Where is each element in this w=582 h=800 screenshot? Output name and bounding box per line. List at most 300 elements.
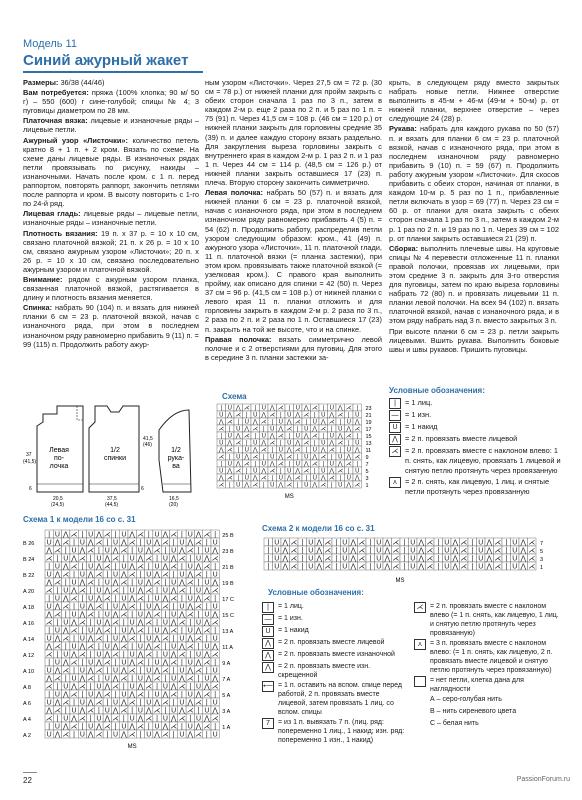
stitch-symbol: ⋌ xyxy=(358,563,366,571)
stitch-symbol: U xyxy=(355,440,360,447)
stitch-symbol: U xyxy=(146,667,152,675)
stitch-symbol: ⋀ xyxy=(46,643,53,651)
stitch-symbol: ⋀ xyxy=(62,627,69,635)
stitch-symbol: ⋌ xyxy=(145,683,153,691)
stitch-symbol: | xyxy=(254,433,257,440)
stitch-symbol: ⋀ xyxy=(227,412,233,419)
stitch-symbol: | xyxy=(114,531,117,539)
paragraph-text: набрать для каждого рукава по 50 (57) п. и вязать для планки 6 см = 23 р. платочной вязкой, начав с изнаночного ряда, при этом в последнем изнаночном ряду равномерно прибавить 9 (10) п. = 59 (67) п. Продолжить работу ажурным узором «Листочки». Для скосов прибавить с обеих сторон, начиная от планки, в каждом 10-м р. 5 раз по 1 п., прибавленные петли включать в узор = 69 (77) п. Через 23 см = 60 р. от планки для оката закрыть с обеих сторон сначала 1 раз по 3 п., затем в каждом 2-м р. 1 раз по 2 п. и 19 раз по 1 п. Через 39 см = 102 р. от планки закрыть оставшиеся 21 (29) п. xyxy=(389,124,559,243)
stitch-symbol: ⋀ xyxy=(145,611,152,619)
stitch-symbol: | xyxy=(181,531,183,539)
stitch-symbol: ⋌ xyxy=(320,454,327,461)
stitch-symbol: ⋀ xyxy=(129,531,136,539)
paragraph-heading: Ажурный узор «Листочки»: xyxy=(23,135,128,145)
stitch-symbol: U xyxy=(187,595,193,603)
stitch-symbol: ⋌ xyxy=(178,587,186,595)
stitch-symbol: ⋀ xyxy=(244,482,250,489)
stitch-symbol: U xyxy=(154,723,160,731)
stitch-symbol: U xyxy=(63,587,69,595)
stitch-symbol: ⋌ xyxy=(161,603,169,611)
stitch-symbol: ⋌ xyxy=(320,426,327,433)
stitch-symbol: ⋀ xyxy=(71,555,77,563)
legend-text: = 1 накид xyxy=(278,627,309,634)
row-label-right: 9 A xyxy=(222,661,231,667)
stitch-symbol: ⋌ xyxy=(277,461,284,468)
legend-item xyxy=(262,614,410,625)
legend-item xyxy=(389,477,564,497)
col3-paragraph xyxy=(389,124,559,242)
stitch-symbol: ⋌ xyxy=(324,555,332,563)
stitch-symbol: ⋌ xyxy=(460,563,468,571)
stitch-symbol: U xyxy=(244,419,249,426)
stitch-symbol: U xyxy=(54,563,60,571)
stitch-symbol: U xyxy=(129,587,135,595)
stitch-symbol: ⋌ xyxy=(136,691,144,699)
col3-paragraph xyxy=(389,244,559,326)
stitch-symbol: ⋀ xyxy=(195,627,202,635)
stitch-symbol: ⋀ xyxy=(46,611,53,619)
stitch-symbol: ⋌ xyxy=(211,555,219,563)
stitch-symbol: | xyxy=(164,643,167,651)
stitch-symbol: | xyxy=(81,627,84,635)
stitch-symbol: U xyxy=(278,419,283,426)
stitch-symbol: ⋀ xyxy=(129,563,136,571)
stitch-symbol: U xyxy=(376,539,382,547)
stitch-symbol: ⋀ xyxy=(87,603,94,611)
stitch-symbol: ⋌ xyxy=(95,603,103,611)
stitch-symbol: | xyxy=(237,447,240,454)
stitch-symbol: | xyxy=(172,731,175,739)
stitch-symbol: ⋀ xyxy=(195,595,202,603)
stitch-symbol: U xyxy=(96,683,102,691)
stitch-symbol: ⋌ xyxy=(103,531,111,539)
stitch-symbol: | xyxy=(214,691,217,699)
stitch-symbol: ⋀ xyxy=(145,675,152,683)
legend-item xyxy=(414,676,564,694)
stitch-symbol: | xyxy=(172,667,175,675)
stitch-symbol: | xyxy=(172,635,175,643)
stitch-symbol: | xyxy=(81,691,84,699)
legend-title: Условные обозначения: xyxy=(389,386,485,395)
stitch-symbol: U xyxy=(219,440,224,447)
paragraph-heading: Лицевая гладь: xyxy=(23,209,81,219)
stitch-symbol: ⋌ xyxy=(120,611,128,619)
stitch-symbol: U xyxy=(146,699,152,707)
svg-text:по-: по- xyxy=(53,455,65,462)
stitch-symbol: ⋀ xyxy=(145,643,152,651)
legend-symbol-icon: ⋀ xyxy=(262,650,274,661)
stitch-symbol: U xyxy=(204,707,210,715)
stitch-symbol: ⋀ xyxy=(187,635,194,643)
stitch-symbol: | xyxy=(64,611,67,619)
stitch-symbol: ⋀ xyxy=(179,547,185,555)
row-label-right: 13 A xyxy=(222,629,234,635)
stitch-symbol: | xyxy=(301,547,304,555)
legend-item xyxy=(414,695,564,706)
stitch-symbol: U xyxy=(212,571,218,579)
row-label-left: A 2 xyxy=(23,733,31,739)
row-label-left: B 26 xyxy=(23,541,35,547)
stitch-symbol: U xyxy=(146,603,152,611)
stitch-symbol: ⋀ xyxy=(212,675,219,683)
stitch-symbol: ⋀ xyxy=(203,715,210,723)
stitch-symbol: ⋀ xyxy=(303,405,309,412)
legend-text: = из 1 п. вывязать 7 п. (лиц. ряд: попеременно 1 лиц., 1 накид; изн. ряд: попеременно 1 изн., 1 накид) xyxy=(278,719,405,744)
stitch-symbol: ⋌ xyxy=(87,547,95,555)
stitch-symbol: ⋌ xyxy=(528,539,536,547)
stitch-symbol: | xyxy=(403,555,406,563)
stitch-symbol: ⋀ xyxy=(203,555,210,563)
stitch-symbol: | xyxy=(271,447,274,454)
stitch-symbol: ⋀ xyxy=(278,482,284,489)
stitch-symbol: ⋌ xyxy=(260,475,267,482)
stitch-symbol: ⋌ xyxy=(95,571,103,579)
stitch-symbol: ⋌ xyxy=(53,579,61,587)
stitch-symbol: | xyxy=(205,635,208,643)
stitch-symbol: ⋌ xyxy=(170,531,178,539)
stitch-symbol: U xyxy=(338,426,343,433)
stitch-symbol: U xyxy=(196,715,202,723)
stitch-symbol: ⋌ xyxy=(303,412,310,419)
stitch-symbol: ⋀ xyxy=(120,603,127,611)
schema-k2-title: Схема 2 к модели 16 со с. 31 xyxy=(262,524,375,533)
stitch-symbol: ⋌ xyxy=(70,723,78,731)
stitch-symbol: | xyxy=(56,715,59,723)
col1-paragraph xyxy=(23,303,199,348)
stitch-symbol: ⋌ xyxy=(252,454,259,461)
stitch-symbol: | xyxy=(114,627,117,635)
stitch-symbol: ⋌ xyxy=(203,691,211,699)
stitch-symbol: ⋀ xyxy=(329,412,335,419)
stitch-symbol: U xyxy=(129,555,135,563)
row-number: 3 xyxy=(365,476,369,482)
stitch-symbol: | xyxy=(181,691,183,699)
stitch-symbol: | xyxy=(73,571,75,579)
stitch-symbol: | xyxy=(356,433,359,440)
legend-symbol-icon: | xyxy=(262,602,274,613)
stitch-symbol: ⋌ xyxy=(62,539,70,547)
stitch-symbol: U xyxy=(179,731,185,739)
stitch-symbol: ⋀ xyxy=(62,595,69,603)
stitch-symbol: ⋀ xyxy=(486,539,493,547)
stitch-symbol: U xyxy=(410,539,416,547)
paragraph-heading: Платочная вязка: xyxy=(23,116,88,126)
stitch-symbol: ⋀ xyxy=(187,571,194,579)
stitch-symbol: U xyxy=(162,683,168,691)
stitch-symbol: | xyxy=(181,595,183,603)
stitch-symbol: | xyxy=(214,659,217,667)
stitch-symbol: ⋀ xyxy=(384,555,391,563)
legend-item xyxy=(262,638,410,649)
stitch-symbol: ⋀ xyxy=(316,555,323,563)
stitch-symbol: U xyxy=(219,468,224,475)
stitch-symbol: | xyxy=(131,643,134,651)
stitch-symbol: | xyxy=(369,547,372,555)
stitch-symbol: U xyxy=(212,731,218,739)
legend-text: = нет петли, клетка дана для наглядности xyxy=(430,677,524,693)
stitch-symbol: ⋌ xyxy=(120,707,128,715)
stitch-symbol: ⋀ xyxy=(46,547,53,555)
row-label-left: A 14 xyxy=(23,637,35,643)
stitch-symbol: | xyxy=(288,461,291,468)
stitch-symbol: ⋀ xyxy=(337,405,343,412)
legend-symbol-icon: ⋏ xyxy=(389,477,401,488)
stitch-symbol: ⋀ xyxy=(203,651,210,659)
stitch-symbol: | xyxy=(339,447,342,454)
stitch-symbol: U xyxy=(63,619,69,627)
stitch-symbol: ⋀ xyxy=(96,723,102,731)
stitch-symbol: | xyxy=(471,539,474,547)
article-title: Синий ажурный жакет xyxy=(23,52,189,69)
row-number: 1 xyxy=(540,565,544,571)
legend-symbol-icon: ⟵ xyxy=(263,683,274,690)
stitch-symbol: U xyxy=(478,563,484,571)
stitch-symbol: | xyxy=(267,547,270,555)
stitch-symbol: U xyxy=(79,731,85,739)
paragraph-text: 36/38 (44/46) xyxy=(58,78,105,87)
paragraph-heading: Спинка: xyxy=(23,303,53,313)
stitch-symbol: U xyxy=(212,667,218,675)
stitch-symbol: | xyxy=(335,563,338,571)
stitch-symbol: | xyxy=(301,555,304,563)
stitch-symbol: U xyxy=(71,675,77,683)
stitch-symbol: U xyxy=(274,547,280,555)
stitch-symbol: | xyxy=(214,595,217,603)
stitch-symbol: U xyxy=(444,555,450,563)
stitch-symbol: ⋀ xyxy=(112,707,119,715)
stitch-symbol: ⋀ xyxy=(87,635,94,643)
stitch-symbol: U xyxy=(204,675,210,683)
stitch-symbol: U xyxy=(410,555,416,563)
row-label-left: A 18 xyxy=(23,605,35,611)
stitch-symbol: | xyxy=(288,433,291,440)
stitch-symbol: ⋌ xyxy=(195,571,203,579)
stitch-symbol: U xyxy=(46,603,52,611)
stitch-symbol: | xyxy=(56,683,59,691)
row-number: 21 xyxy=(365,413,372,419)
stitch-symbol: ⋀ xyxy=(418,539,425,547)
row-label-right: 7 A xyxy=(222,677,231,683)
stitch-symbol: ⋌ xyxy=(460,539,468,547)
stitch-symbol: ⋀ xyxy=(316,547,323,555)
row-number: 7 xyxy=(365,462,369,468)
stitch-symbol: U xyxy=(121,595,127,603)
paragraph-heading: Внимание: xyxy=(23,274,63,284)
stitch-symbol: | xyxy=(471,555,474,563)
stitch-symbol: ⋌ xyxy=(178,555,186,563)
stitch-symbol: | xyxy=(64,547,67,555)
legend-item xyxy=(389,422,564,433)
stitch-symbol: U xyxy=(278,475,283,482)
legend-text: = 1 изн. xyxy=(405,410,432,419)
stitch-symbol: U xyxy=(308,555,314,563)
pattern-pieces-diagram xyxy=(23,400,213,510)
row-label-right: 25 B xyxy=(222,533,234,539)
stitch-symbol: ⋀ xyxy=(145,579,152,587)
stitch-symbol: U xyxy=(244,447,249,454)
stitch-symbol: ⋀ xyxy=(154,667,160,675)
schema-k1-title: Схема 1 к модели 16 со с. 31 xyxy=(23,515,136,524)
legend-symbol-icon: U xyxy=(389,422,401,433)
stitch-symbol: U xyxy=(46,731,52,739)
stitch-symbol: ⋌ xyxy=(218,454,225,461)
stitch-symbol: | xyxy=(64,707,67,715)
stitch-symbol: | xyxy=(81,595,84,603)
stitch-symbol: ⋀ xyxy=(295,412,301,419)
stitch-symbol: U xyxy=(253,440,258,447)
stitch-symbol: ⋀ xyxy=(54,571,61,579)
col1-paragraph xyxy=(23,275,199,302)
stitch-symbol: U xyxy=(113,539,119,547)
legend-text: = 1 п. оставить на вспом. спице перед работой, 2 п. провязать вместе лицевой, затем провязать 1 лиц. со вспом. спицы xyxy=(278,682,402,716)
stitch-symbol: ⋀ xyxy=(87,699,94,707)
legend-2-left xyxy=(262,602,410,746)
stitch-symbol: ⋌ xyxy=(53,643,61,651)
stitch-symbol: ⋀ xyxy=(145,707,152,715)
stitch-symbol: ⋀ xyxy=(244,454,250,461)
stitch-symbol: U xyxy=(312,447,317,454)
stitch-symbol: ⋌ xyxy=(178,651,186,659)
stitch-symbol: U xyxy=(312,419,317,426)
paragraph-heading: Вам потребуется: xyxy=(23,88,89,98)
stitch-symbol: ⋌ xyxy=(95,667,103,675)
stitch-symbol: ⋀ xyxy=(212,579,219,587)
stitch-symbol: ⋀ xyxy=(286,475,292,482)
row-label-left: A 6 xyxy=(23,701,31,707)
stitch-symbol: ⋌ xyxy=(494,539,502,547)
stitch-symbol: | xyxy=(339,419,342,426)
stitch-symbol: | xyxy=(205,603,208,611)
stitch-symbol: | xyxy=(48,723,51,731)
row-number: 5 xyxy=(540,549,544,555)
stitch-symbol: | xyxy=(296,426,299,433)
stitch-symbol: U xyxy=(154,531,160,539)
legend-item xyxy=(262,662,410,680)
svg-text:37: 37 xyxy=(26,452,32,458)
stitch-symbol: ⋀ xyxy=(282,547,289,555)
stitch-symbol: U xyxy=(274,555,280,563)
stitch-symbol: | xyxy=(301,539,304,547)
stitch-symbol: | xyxy=(122,619,125,627)
stitch-symbol: | xyxy=(189,587,192,595)
legend-text: = 2 п. провязать вместе лицевой xyxy=(405,434,518,443)
label-sleeve: 1/2 xyxy=(171,447,181,454)
stitch-symbol: | xyxy=(147,627,150,635)
stitch-symbol: ⋀ xyxy=(137,555,144,563)
stitch-symbol: U xyxy=(171,611,177,619)
stitch-symbol: U xyxy=(154,691,160,699)
stitch-symbol: U xyxy=(295,405,300,412)
stitch-symbol: | xyxy=(114,659,117,667)
stitch-symbol: U xyxy=(478,539,484,547)
stitch-symbol: ⋀ xyxy=(227,468,233,475)
stitch-symbol: | xyxy=(147,531,150,539)
stitch-symbol: | xyxy=(437,563,440,571)
stitch-symbol: ⋀ xyxy=(346,482,352,489)
stitch-symbol: ⋀ xyxy=(54,699,61,707)
paragraph-text: рядом с ажурным узором планка, связанная платочной вязкой, растягивается в длину и плотность вязания меняется. xyxy=(23,274,199,303)
stitch-symbol: ⋌ xyxy=(128,731,136,739)
row-number: 17 xyxy=(365,427,372,433)
stitch-symbol: | xyxy=(81,723,84,731)
paragraph-heading: Правая полочка: xyxy=(205,334,272,344)
stitch-symbol: U xyxy=(154,627,160,635)
stitch-symbol: | xyxy=(114,563,117,571)
stitch-symbol: | xyxy=(356,461,359,468)
col2-paragraph xyxy=(205,78,382,187)
stitch-symbol: ⋌ xyxy=(286,482,293,489)
stitch-symbol: | xyxy=(437,555,440,563)
svg-text:(44,5): (44,5) xyxy=(105,502,119,508)
paragraph-text: ным узором «Листочки». Через 27,5 см = 72 р. (30 см = 78 р.) от нижней планки для пройм закрыть с обеих сторон сначала 1 раз по 3 п., затем в каждом 2-м р. еще 2 раза по 2 п. и 5 раз по 1 п. = 75 (91) п. Через 41,5 см = 108 р. (46 см = 120 р.) от нижней планки закрыть для горловины средние 35 (39) п. и далее каждую сторону вязать раздельно. Для закругления выреза горловины закрыть с внутреннего края в каждом 2-м р. 1 раз 2 п. и 1 раз 1 п. Через 44 см = 114 р. (48,5 см = 126 р.) от нижней планки закрыть оставшиеся 17 (23) п. плеча. Вторую сторону закончить симметрично. xyxy=(205,78,382,188)
stitch-symbol: | xyxy=(131,611,134,619)
stitch-symbol: ⋌ xyxy=(311,461,318,468)
stitch-symbol: | xyxy=(205,539,208,547)
stitch-symbol: | xyxy=(237,419,240,426)
stitch-symbol: ⋌ xyxy=(426,547,434,555)
stitch-symbol: | xyxy=(228,454,231,461)
stitch-symbol: ⋀ xyxy=(154,731,160,739)
stitch-symbol: ⋀ xyxy=(129,659,136,667)
stitch-symbol: | xyxy=(64,675,67,683)
stitch-symbol: ⋌ xyxy=(320,482,327,489)
stitch-symbol: ⋀ xyxy=(218,447,224,454)
stitch-symbol: ⋌ xyxy=(328,419,335,426)
stitch-symbol: ⋌ xyxy=(120,675,128,683)
stitch-symbol: | xyxy=(403,547,406,555)
stitch-symbol: U xyxy=(71,707,77,715)
stitch-symbol: ⋀ xyxy=(269,405,275,412)
stitch-symbol: ⋀ xyxy=(46,579,53,587)
stitch-symbol: | xyxy=(56,651,59,659)
col3-paragraph xyxy=(389,78,559,123)
stitch-symbol: ⋌ xyxy=(78,555,86,563)
stitch-symbol: | xyxy=(131,547,134,555)
stitch-symbol: ⋀ xyxy=(235,405,241,412)
stitch-symbol: ⋀ xyxy=(112,547,119,555)
stitch-symbol: | xyxy=(301,563,304,571)
stitch-symbol: ⋌ xyxy=(426,539,434,547)
stitch-symbol: | xyxy=(48,691,51,699)
stitch-symbol: ⋀ xyxy=(486,555,493,563)
stitch-symbol: U xyxy=(342,547,348,555)
stitch-symbol: ⋀ xyxy=(120,635,127,643)
stitch-symbol: ⋀ xyxy=(154,699,160,707)
stitch-symbol: ⋌ xyxy=(203,595,211,603)
legend-text: = 1 лиц. xyxy=(405,398,433,407)
stitch-symbol: U xyxy=(261,405,266,412)
stitch-symbol: ⋌ xyxy=(153,579,161,587)
stitch-symbol: U xyxy=(54,627,60,635)
stitch-symbol: | xyxy=(189,715,192,723)
stitch-symbol: U xyxy=(342,555,348,563)
stitch-symbol: | xyxy=(267,563,270,571)
stitch-symbol: ⋀ xyxy=(244,426,250,433)
stitch-symbol: ⋀ xyxy=(154,603,160,611)
stitch-symbol: | xyxy=(356,405,359,412)
stitch-symbol: U xyxy=(187,723,193,731)
stitch-symbol: | xyxy=(279,468,282,475)
stitch-symbol: ⋀ xyxy=(179,611,185,619)
stitch-symbol: U xyxy=(113,699,119,707)
stitch-symbol: ⋀ xyxy=(320,419,326,426)
stitch-symbol: ⋀ xyxy=(154,539,160,547)
stitch-symbol: U xyxy=(162,715,168,723)
row-number: 7 xyxy=(540,541,544,547)
legend-text: А – серо-голубая нить xyxy=(430,696,502,703)
stitch-symbol: ⋀ xyxy=(312,426,318,433)
stitch-symbol: ⋌ xyxy=(145,619,153,627)
